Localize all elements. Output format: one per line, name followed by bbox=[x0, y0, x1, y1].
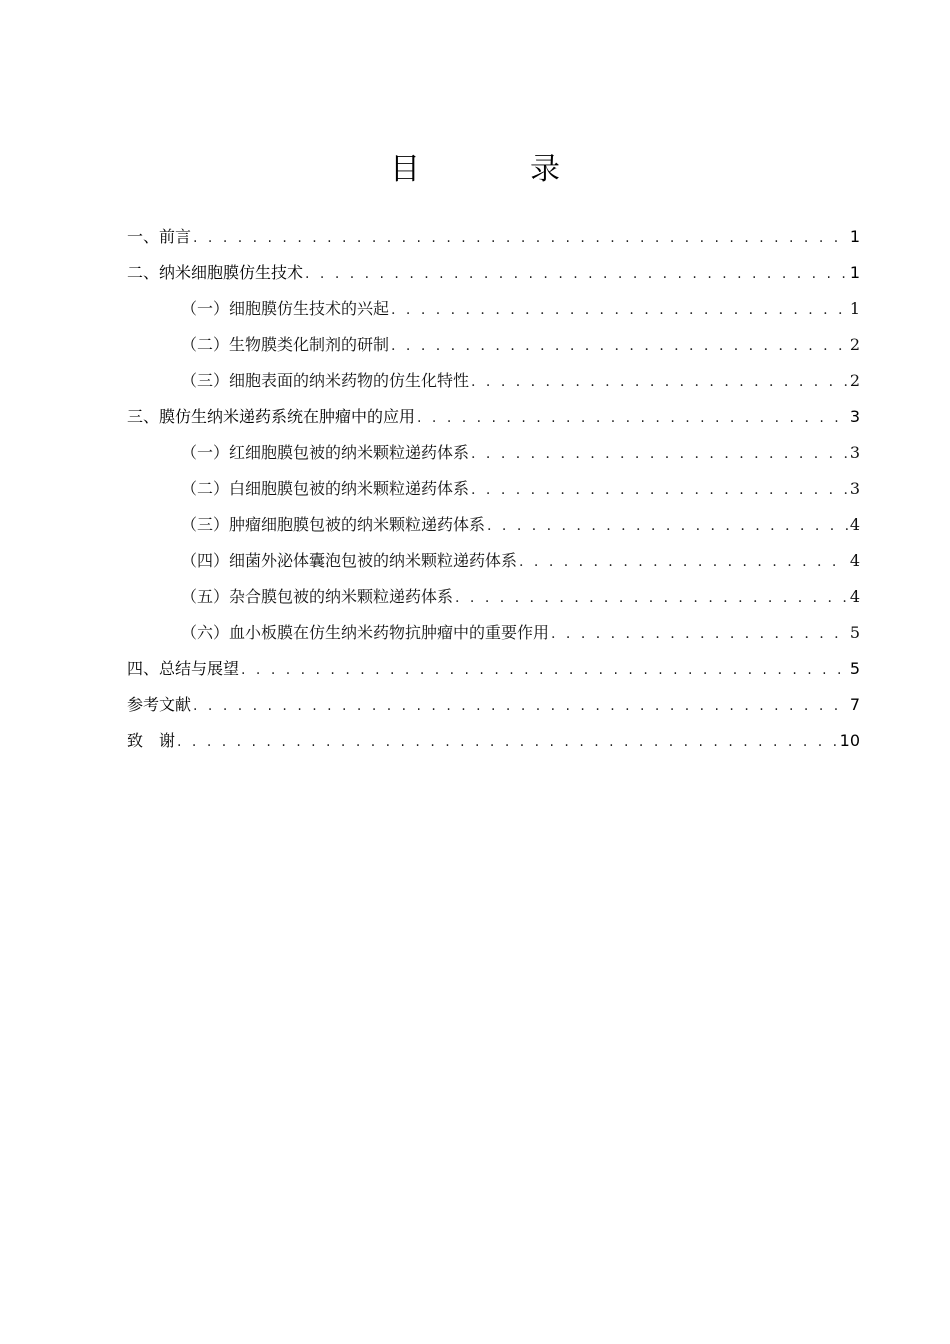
toc-dot-leader bbox=[193, 220, 848, 256]
page-title: 目 录 bbox=[390, 152, 600, 187]
toc-entry-label: （四）细菌外泌体囊泡包被的纳米颗粒递药体系 bbox=[181, 551, 518, 570]
toc-entry-section-2-1[interactable] bbox=[127, 291, 860, 327]
toc-entry-acknowledgements[interactable] bbox=[127, 723, 860, 759]
toc-entry-section-3-1[interactable] bbox=[127, 435, 860, 471]
toc-entry-label: 二、纳米细胞膜仿生技术 bbox=[127, 263, 304, 282]
toc-page-number: 7 bbox=[849, 695, 860, 714]
toc-entry-label: 三、膜仿生纳米递药系统在肿瘤中的应用 bbox=[127, 407, 416, 426]
toc-entry-label: （三）细胞表面的纳米药物的仿生化特性 bbox=[181, 371, 470, 390]
toc-entry-label: 四、总结与展望 bbox=[127, 659, 240, 678]
toc-dot-leader bbox=[391, 328, 848, 364]
toc-entry-label: 一、前言 bbox=[127, 227, 192, 246]
toc-entry-section-4[interactable] bbox=[127, 651, 860, 687]
toc-entry-label: （一）红细胞膜包被的纳米颗粒递药体系 bbox=[181, 443, 470, 462]
toc-page-number: 3 bbox=[849, 479, 860, 498]
toc-page-number: 1 bbox=[849, 299, 860, 318]
toc-page-number: 3 bbox=[849, 443, 860, 462]
toc-page-number: 5 bbox=[849, 659, 860, 678]
toc-entry-section-2[interactable] bbox=[127, 255, 860, 291]
toc-dot-leader bbox=[177, 724, 838, 760]
toc-entry-label: （五）杂合膜包被的纳米颗粒递药体系 bbox=[181, 587, 454, 606]
toc-entry-section-3[interactable] bbox=[127, 399, 860, 435]
toc-dot-leader bbox=[519, 544, 848, 580]
toc-entry-preface[interactable] bbox=[127, 219, 860, 255]
toc-page-number: 4 bbox=[849, 587, 860, 606]
toc-entry-section-3-5[interactable] bbox=[127, 579, 860, 615]
toc-dot-leader bbox=[305, 256, 848, 292]
toc-dot-leader bbox=[455, 580, 848, 616]
toc-entry-label: 致 谢 bbox=[127, 731, 176, 750]
toc-dot-leader bbox=[391, 292, 848, 328]
toc-page-number: 3 bbox=[849, 407, 860, 426]
toc-entry-label: （三）肿瘤细胞膜包被的纳米颗粒递药体系 bbox=[181, 515, 486, 534]
toc-entry-label: （六）血小板膜在仿生纳米药物抗肿瘤中的重要作用 bbox=[181, 623, 550, 642]
toc-entry-section-2-3[interactable] bbox=[127, 363, 860, 399]
toc-entry-label: （一）细胞膜仿生技术的兴起 bbox=[181, 299, 390, 318]
toc-entry-label: 参考文献 bbox=[127, 695, 192, 714]
toc-page-number: 4 bbox=[849, 515, 860, 534]
toc-dot-leader bbox=[551, 616, 848, 652]
toc-entry-section-3-3[interactable] bbox=[127, 507, 860, 543]
toc-dot-leader bbox=[471, 436, 848, 472]
toc-entry-section-3-4[interactable] bbox=[127, 543, 860, 579]
toc-dot-leader bbox=[193, 688, 848, 724]
toc-page-number: 5 bbox=[849, 623, 860, 642]
toc-page-number: 4 bbox=[849, 551, 860, 570]
table-of-contents bbox=[127, 219, 860, 759]
toc-entry-section-2-2[interactable] bbox=[127, 327, 860, 363]
toc-page-number: 2 bbox=[849, 371, 860, 390]
toc-page-number: 10 bbox=[839, 731, 860, 750]
toc-page-number: 2 bbox=[849, 335, 860, 354]
toc-dot-leader bbox=[471, 364, 848, 400]
toc-entry-references[interactable] bbox=[127, 687, 860, 723]
toc-dot-leader bbox=[417, 400, 848, 436]
toc-entry-label: （二）白细胞膜包被的纳米颗粒递药体系 bbox=[181, 479, 470, 498]
toc-entry-section-3-6[interactable] bbox=[127, 615, 860, 651]
toc-dot-leader bbox=[241, 652, 848, 688]
toc-dot-leader bbox=[487, 508, 848, 544]
toc-page-number: 1 bbox=[849, 263, 860, 282]
toc-page-number: 1 bbox=[849, 227, 860, 246]
toc-entry-section-3-2[interactable] bbox=[127, 471, 860, 507]
toc-entry-label: （二）生物膜类化制剂的研制 bbox=[181, 335, 390, 354]
toc-dot-leader bbox=[471, 472, 848, 508]
